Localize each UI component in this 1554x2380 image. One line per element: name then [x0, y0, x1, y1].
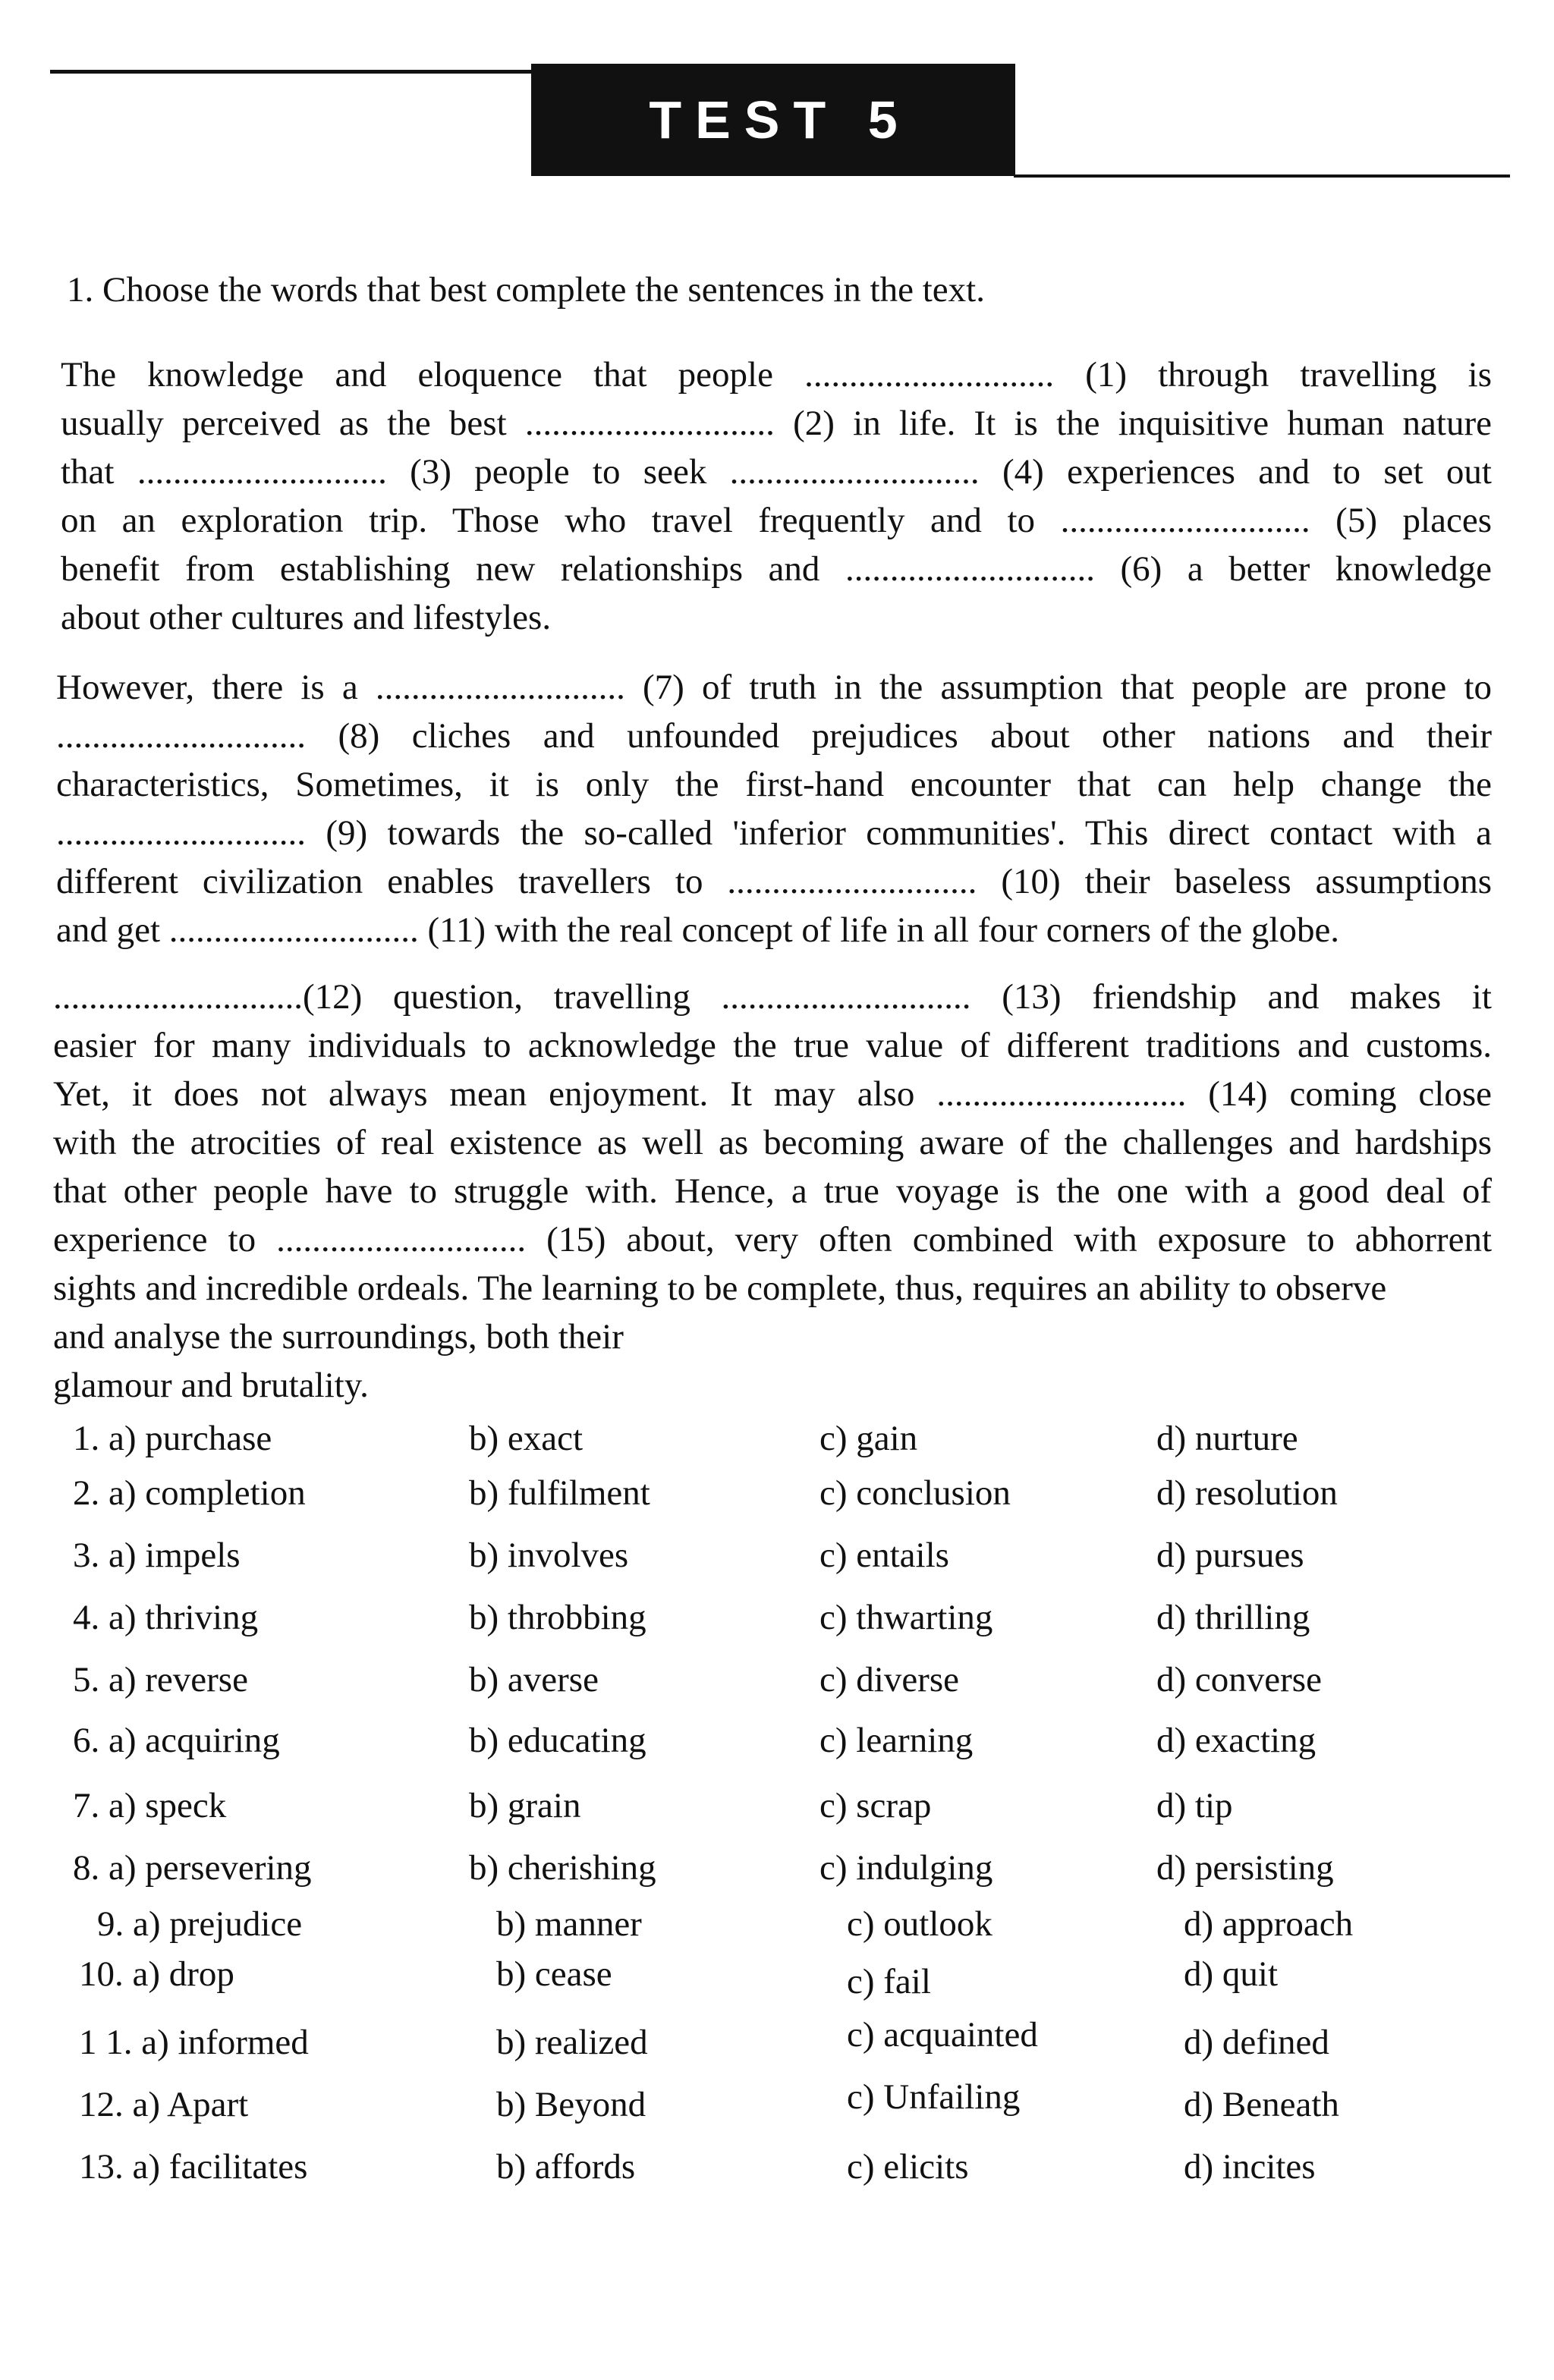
option-a: 7. a) speck — [73, 1786, 227, 1825]
passage-line: However, there is a ............................ (7) of truth in the assumption that people are prone to — [56, 668, 1492, 707]
passage-line: on an exploration trip. Those who travel frequently and to ............................ (5) places — [61, 501, 1492, 540]
passage-line: different civilization enables travellers to ............................ (10) their baseless assumptions — [56, 862, 1492, 901]
option-a: 6. a) acquiring — [73, 1721, 280, 1760]
option-row — [0, 1470, 1554, 1516]
passage-line: easier for many individuals to acknowledge the true value of different traditions and customs. — [53, 1026, 1492, 1065]
passage-line: Yet, it does not always mean enjoyment. It may also ............................ (14) coming close — [53, 1074, 1492, 1114]
option-c: c) diverse — [819, 1660, 959, 1699]
option-c: c) learning — [819, 1721, 974, 1760]
option-row — [0, 1718, 1554, 1763]
option-a: 1. a) purchase — [73, 1419, 272, 1458]
option-c: c) Unfailing — [847, 2077, 1021, 2117]
test-title-banner — [531, 64, 1015, 176]
option-row — [0, 1657, 1554, 1702]
option-b: b) fulfilment — [469, 1473, 650, 1513]
option-c: c) gain — [819, 1419, 918, 1458]
passage-line: sights and incredible ordeals. The learning to be complete, thus, requires an ability to observe — [53, 1269, 1387, 1308]
passage-line: The knowledge and eloquence that people ............................ (1) through travelling is — [61, 355, 1492, 395]
option-a: 9. a) prejudice — [97, 1904, 303, 1944]
option-b: b) involves — [469, 1536, 629, 1575]
option-c: c) thwarting — [819, 1598, 993, 1637]
option-a: 13. a) facilitates — [79, 2147, 308, 2187]
passage-paragraph-1 — [61, 351, 1492, 642]
option-a: 1 1. a) informed — [79, 2023, 309, 2062]
header-rule-left — [50, 70, 536, 74]
option-d: d) Beneath — [1184, 2085, 1339, 2124]
option-row — [0, 2144, 1554, 2190]
option-d: d) resolution — [1156, 1473, 1338, 1513]
option-row — [0, 1416, 1554, 1461]
passage-paragraph-3 — [53, 973, 1492, 1410]
test-title: TEST 5 — [649, 90, 911, 149]
passage-line: with the atrocities of real existence as well as becoming aware of the challenges and hardships — [53, 1123, 1492, 1162]
option-a: 2. a) completion — [73, 1473, 306, 1513]
option-row — [0, 1845, 1554, 1891]
passage-paragraph-2 — [56, 663, 1492, 954]
passage-line: experience to ............................ (15) about, very often combined with exposure to abhorrent — [53, 1220, 1492, 1259]
passage-line: usually perceived as the best ............................ (2) in life. It is the inquisitive human nature — [61, 404, 1492, 443]
option-b: b) averse — [469, 1660, 599, 1699]
option-c: c) indulging — [819, 1848, 993, 1888]
option-d: d) tip — [1156, 1786, 1233, 1825]
option-c: c) acquainted — [847, 2015, 1038, 2055]
option-c: c) fail — [847, 1962, 931, 2001]
passage-line: ............................(12) question, travelling ............................ (13) friendship and makes it — [53, 977, 1492, 1017]
option-row — [0, 2077, 1554, 2127]
option-d: d) nurture — [1156, 1419, 1298, 1458]
option-c: c) outlook — [847, 1904, 992, 1944]
option-b: b) cease — [496, 1954, 612, 1994]
option-a: 5. a) reverse — [73, 1660, 248, 1699]
option-b: b) realized — [496, 2023, 648, 2062]
option-c: c) conclusion — [819, 1473, 1011, 1513]
passage-line: ............................ (8) cliches and unfounded prejudices about other nations and their — [56, 716, 1492, 756]
option-b: b) exact — [469, 1419, 584, 1458]
option-d: d) incites — [1184, 2147, 1316, 2187]
passage-line: glamour and brutality. — [53, 1366, 369, 1405]
option-c: c) scrap — [819, 1786, 932, 1825]
passage-line: that ............................ (3) people to seek ............................ (4) experiences and to set out — [61, 452, 1492, 492]
option-b: b) affords — [496, 2147, 636, 2187]
instruction: 1. Choose the words that best complete the sentences in the text. — [67, 270, 985, 310]
passage-line: about other cultures and lifestyles. — [61, 598, 552, 637]
option-row — [0, 1533, 1554, 1578]
passage-line: benefit from establishing new relationships and ............................ (6) a better knowledge — [61, 549, 1492, 589]
option-c: c) elicits — [847, 2147, 969, 2187]
option-b: b) educating — [469, 1721, 646, 1760]
option-a: 8. a) persevering — [73, 1848, 312, 1888]
option-d: d) quit — [1184, 1954, 1279, 1994]
option-a: 3. a) impels — [73, 1536, 241, 1575]
option-row — [0, 1783, 1554, 1828]
option-d: d) converse — [1156, 1660, 1322, 1699]
passage-line: that other people have to struggle with. Hence, a true voyage is the one with a good deal of — [53, 1171, 1492, 1211]
passage-line: ............................ (9) towards the so-called 'inferior communities'. This direct contact with a — [56, 813, 1492, 853]
option-b: b) cherishing — [469, 1848, 656, 1888]
option-d: d) defined — [1184, 2023, 1329, 2062]
option-d: d) persisting — [1156, 1848, 1334, 1888]
option-d: d) pursues — [1156, 1536, 1304, 1575]
option-b: b) grain — [469, 1786, 581, 1825]
option-a: 4. a) thriving — [73, 1598, 259, 1637]
option-row — [0, 1951, 1554, 2001]
passage-line: and get ............................ (11) with the real concept of life in all four corners of the globe. — [56, 910, 1340, 950]
passage-line: characteristics, Sometimes, it is only the first-hand encounter that can help change the — [56, 765, 1492, 804]
option-row — [0, 1595, 1554, 1640]
passage-line: and analyse the surroundings, both their — [53, 1317, 624, 1357]
option-row — [0, 2015, 1554, 2065]
header-rule-right — [1014, 174, 1510, 178]
option-a: 10. a) drop — [79, 1954, 234, 1994]
option-b: b) manner — [496, 1904, 642, 1944]
option-b: b) Beyond — [496, 2085, 646, 2124]
option-row — [0, 1901, 1554, 1947]
option-a: 12. a) Apart — [79, 2085, 249, 2124]
option-d: d) thrilling — [1156, 1598, 1310, 1637]
option-d: d) approach — [1184, 1904, 1354, 1944]
option-c: c) entails — [819, 1536, 949, 1575]
option-b: b) throbbing — [469, 1598, 646, 1637]
option-d: d) exacting — [1156, 1721, 1316, 1760]
